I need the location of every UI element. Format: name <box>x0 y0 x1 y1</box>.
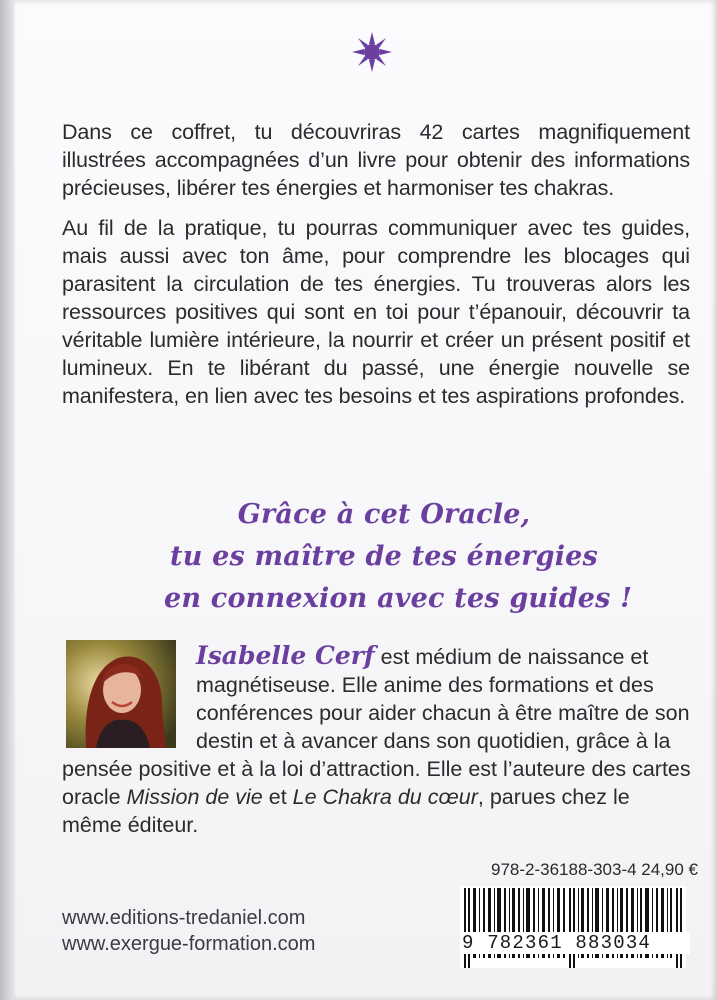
work-title: Mission de vie <box>126 785 263 809</box>
author-bio <box>62 642 692 839</box>
barcode <box>460 886 686 968</box>
moon-sun-icon <box>326 28 406 92</box>
description <box>62 118 690 422</box>
paragraph-practice: Au fil de la pratique, tu pourras communiquer avec tes guides, mais aussi avec ton âme, pour comprendre les blocages qui parasitent la circulation de tes énergies. Tu trouveras alors les ressources positives qui sont en toi pour t’épanouir, découvrir ta véritable lumière intérieure, la nourrir et créer un présent positif et lumineux. En te libérant du passé, une énergie nouvelle se manifestera, en lien avec tes besoins et tes aspirations profondes. <box>62 216 690 408</box>
author-name: Isabelle Cerf <box>196 641 375 670</box>
highlight-quote <box>164 494 633 620</box>
bio-text: est médium de naissance et magnétiseuse. Elle anime des formations et des conférences pour aider chacun à être maître de son destin et à avancer dans son quotidien, grâce à la pensée positive et à la loi d’attraction. Elle est l’auteure des cartes oracle <box>62 645 691 809</box>
quote-line: Grâce à cet Oracle, <box>237 499 531 530</box>
paragraph-intro: Dans ce coffret, tu découvriras 42 cartes magnifiquement illustrées accompagnées d’un livre pour obtenir des informations précieuses, libérer tes énergies et harmoniser tes chakras. <box>62 120 690 200</box>
bio-text: et <box>262 785 293 809</box>
back-cover <box>14 0 717 1000</box>
isbn-price: 978-2-36188-303-4 24,90 € <box>491 860 698 879</box>
barcode-digits: 9 782361 883034 <box>460 932 690 954</box>
website-link-tredaniel[interactable]: www.editions-tredaniel.com <box>62 907 306 929</box>
box-left-edge <box>0 0 14 1000</box>
quote-line: tu es maître de tes énergies <box>170 541 598 572</box>
website-link-exergue[interactable]: www.exergue-formation.com <box>62 933 316 955</box>
work-title: Le Chakra du cœur <box>292 785 478 809</box>
bio-text: , parues chez le même éditeur. <box>62 785 630 837</box>
quote-line: en connexion avec tes guides ! <box>164 583 633 614</box>
